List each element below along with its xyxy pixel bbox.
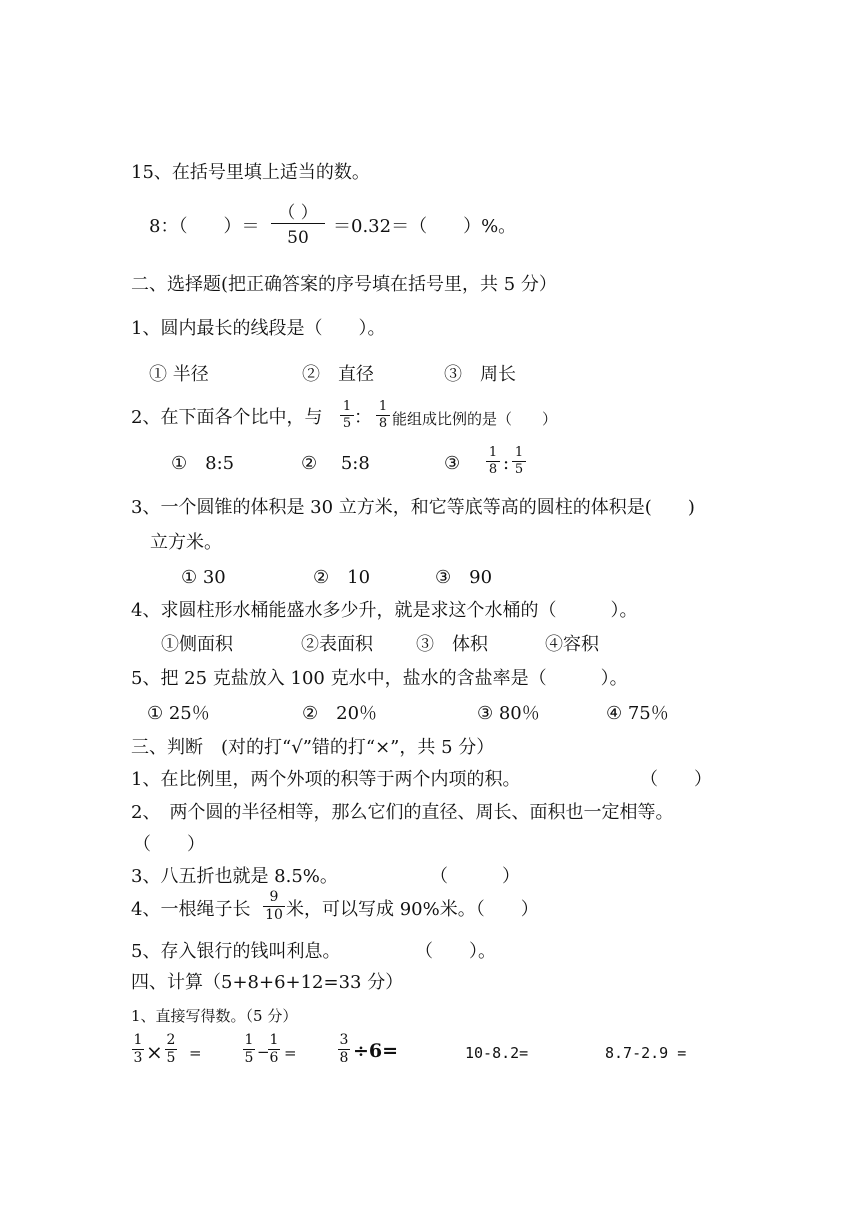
s2-q3-option-1: ① 30 — [181, 567, 226, 588]
s4-e1-a-num: 1 — [133, 1032, 143, 1048]
s4-e2-fraction-b — [268, 1032, 280, 1067]
s2-q2-option-3: ③ — [444, 453, 461, 474]
s2-q2-option-3-fraction-2 — [512, 445, 526, 478]
q15-part-a: 8：（ ）＝ — [149, 216, 260, 237]
section-4-heading: 四、计算（5+8+6+12=33 分） — [131, 972, 404, 993]
s2-q1-option-3: ③ 周长 — [444, 364, 516, 385]
s2-q3-option-3: ③ 90 — [435, 567, 493, 588]
s2-q2-o3-f2-num: 1 — [514, 445, 524, 460]
s2-q2-part-a: 2、在下面各个比中，与 — [131, 407, 323, 428]
s2-q3-option-2: ② 10 — [313, 567, 371, 588]
s4-e3-rest: ÷6= — [353, 1040, 399, 1062]
s2-q2-option-2: ② 5:8 — [301, 453, 370, 474]
s3-q2-answer-paren: （ ） — [133, 834, 205, 855]
s3-q4-part-b: 米，可以写成 90%米。（ ） — [286, 899, 539, 920]
s2-q2-fraction-2 — [376, 399, 390, 432]
s4-e2-fraction-a — [243, 1032, 255, 1067]
s4-e2-b-den: 6 — [269, 1050, 279, 1066]
s2-q5-option-2: ② 20％ — [302, 703, 378, 724]
s3-q4-fraction — [263, 889, 285, 924]
s2-q1-option-2: ② 直径 — [302, 364, 374, 385]
s4-e2-a-num: 1 — [244, 1032, 254, 1048]
s2-q4-option-3: ③ 体积 — [416, 634, 488, 655]
s2-q2-option-3-fraction-1 — [486, 445, 500, 478]
s4-e1-b-den: 5 — [166, 1050, 176, 1066]
q15-denominator: 50 — [287, 228, 309, 248]
section-2-heading: 二、选择题(把正确答案的序号填在括号里，共 5 分） — [131, 274, 557, 295]
s4-e1-a-den: 3 — [133, 1050, 143, 1066]
q15-numerator: （ ） — [278, 203, 318, 223]
s2-q2-o3-f1-num: 1 — [488, 445, 498, 460]
s3-q4-numerator: 9 — [269, 889, 279, 905]
s4-e2-b-num: 1 — [269, 1032, 279, 1048]
s2-q2-part-b: 能组成比例的是（ ） — [392, 410, 558, 428]
s4-e4: 10-8.2= — [465, 1044, 529, 1062]
s2-q4-option-2: ②表面积 — [301, 634, 373, 655]
s4-sub-1: 1、直接写得数。（5 分） — [131, 1007, 298, 1025]
s4-e2-operator: − — [257, 1043, 270, 1061]
s2-q4-option-4: ④容积 — [545, 634, 599, 655]
s2-q3-line-1: 3、一个圆锥的体积是 30 立方米，和它等底等高的圆柱的体积是( ) — [131, 497, 695, 518]
s4-e2-equals: = — [284, 1044, 297, 1062]
s2-q5-option-4: ④ 75％ — [606, 703, 669, 724]
s3-q1-answer-paren: （ ） — [640, 769, 712, 790]
s2-q2-f1-den: 5 — [342, 416, 352, 431]
s2-q4-stem: 4、求圆柱形水桶能盛水多少升，就是求这个水桶的（ ）。 — [131, 600, 638, 621]
s4-e1-fraction-a — [132, 1032, 144, 1067]
s4-e1-operator: × — [146, 1040, 163, 1064]
s3-q2-stem: 2、 两个圆的半径相等，那么它们的直径、周长、面积也一定相等。 — [131, 802, 674, 823]
s4-e2-a-den: 5 — [244, 1050, 254, 1066]
s2-q1-stem: 1、圆内最长的线段是（ ）。 — [131, 318, 386, 339]
q15-fraction — [271, 203, 325, 248]
s3-q4-part-a: 4、一根绳子长 — [131, 899, 251, 920]
q15-part-b: ＝0.32＝（ ）%。 — [333, 216, 517, 237]
s2-q2-colon: ： — [354, 407, 372, 428]
s4-e5: 8.7-2.9 = — [605, 1044, 687, 1062]
s4-e1-b-num: 2 — [166, 1032, 176, 1048]
s4-e3-num: 3 — [339, 1032, 349, 1048]
s2-q2-fraction-1 — [340, 399, 354, 432]
s4-e1-equals: = — [189, 1044, 202, 1062]
section-3-heading: 三、判断 (对的打“√”错的打“×”，共 5 分） — [131, 737, 495, 758]
s3-q3-stem: 3、八五折也就是 8.5%。 — [131, 866, 338, 887]
s3-q5-answer-paren: （ ）。 — [415, 941, 496, 962]
s2-q5-option-1: ① 25％ — [147, 703, 210, 724]
s4-e3-den: 8 — [339, 1050, 349, 1066]
s2-q2-option-1: ① 8:5 — [171, 453, 235, 474]
s2-q2-f1-num: 1 — [342, 399, 352, 414]
s2-q2-o3-f2-den: 5 — [514, 462, 524, 477]
s2-q2-option-3-colon: : — [503, 453, 510, 474]
s2-q2-f2-num: 1 — [378, 399, 388, 414]
s2-q4-option-1: ①侧面积 — [161, 634, 233, 655]
s3-q3-answer-paren: （ ） — [430, 866, 520, 887]
s3-q1-stem: 1、在比例里，两个外项的积等于两个内项的积。 — [131, 769, 521, 790]
s2-q2-f2-den: 8 — [378, 416, 388, 431]
s2-q2-o3-f1-den: 8 — [488, 462, 498, 477]
s4-e3-fraction — [338, 1032, 350, 1067]
s4-e1-fraction-b — [165, 1032, 177, 1067]
q15-title: 15、在括号里填上适当的数。 — [131, 162, 370, 183]
s2-q1-option-1: ① 半径 — [149, 364, 209, 385]
s2-q5-stem: 5、把 25 克盐放入 100 克水中，盐水的含盐率是（ ）。 — [131, 668, 628, 689]
s3-q5-stem: 5、存入银行的钱叫利息。 — [131, 941, 341, 962]
s2-q5-option-3: ③ 80％ — [477, 703, 540, 724]
s3-q4-denominator: 10 — [265, 907, 283, 923]
s2-q3-line-2: 立方米。 — [150, 532, 222, 553]
